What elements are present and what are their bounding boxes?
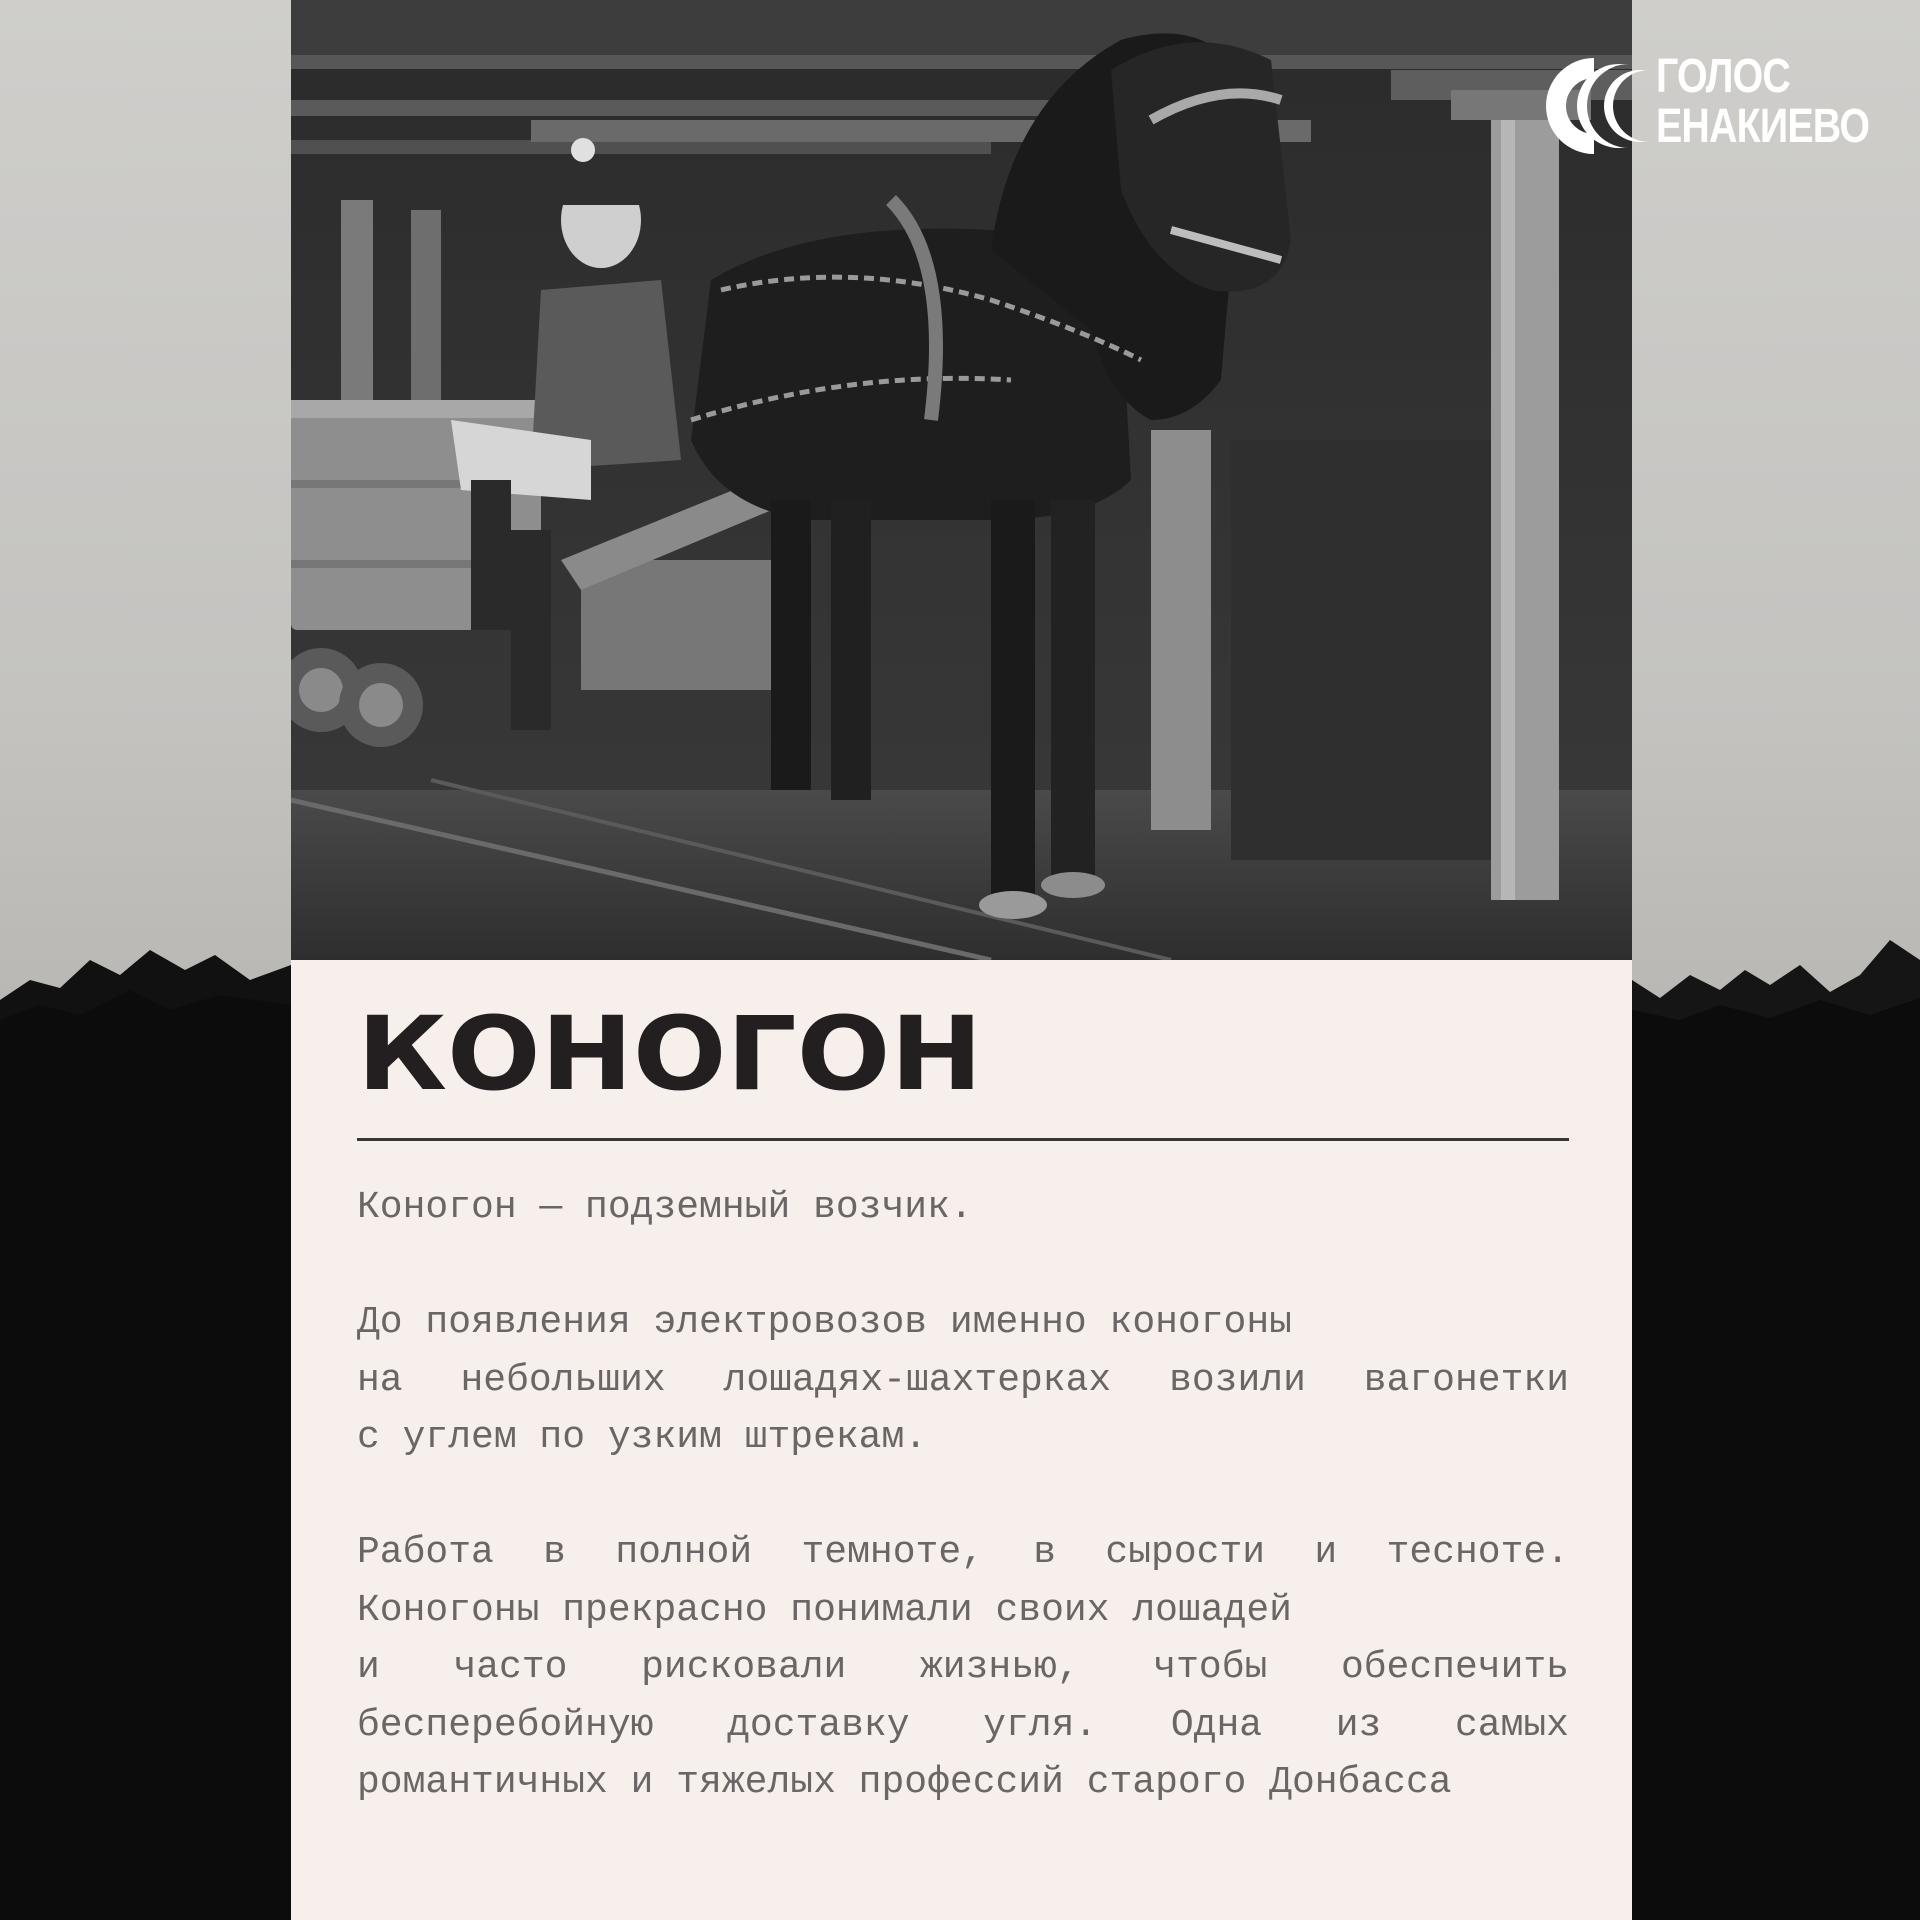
article-body [357, 1179, 1569, 1812]
article-content [357, 995, 1569, 1812]
title-divider [357, 1138, 1569, 1141]
paragraph-line: Коногон — подземный возчик. [357, 1186, 973, 1229]
article-card [291, 0, 1870, 1920]
paragraph-line: и часто рисковали жизнью, чтобы обеспечить [357, 1646, 1569, 1689]
paragraph-3 [357, 1524, 1569, 1812]
paragraph-line: Коногоны прекрасно понимали своих лошадей [357, 1588, 1292, 1632]
brand-name-line2: ЕНАКИЕВО [1656, 100, 1870, 153]
paragraph-1 [357, 1179, 1569, 1237]
brand-logo [1534, 52, 1920, 162]
paragraph-line: романтичных и тяжелых профессий старого Донбасса [357, 1761, 1452, 1804]
paragraph-line: на небольших лошадях-шахтерках возили вагонетки [357, 1358, 1569, 1402]
paragraph-line: с углем по узким штрекам. [357, 1416, 928, 1459]
brand-name-line1: ГОЛОС [1656, 50, 1790, 103]
photo-illustration [291, 0, 1632, 960]
brand-name [1656, 52, 1869, 152]
paragraph-line: бесперебойную доставку угля. Одна из самых [357, 1703, 1569, 1747]
paragraph-line: Работа в полной темноте, в сырости и тесноте. [357, 1531, 1569, 1574]
paragraph-2 [357, 1294, 1569, 1467]
paragraph-line: До появления электровозов именно коногоны [357, 1301, 1292, 1344]
logo-mark-icon [1534, 56, 1654, 156]
article-title: КОНОГОН [357, 995, 983, 1114]
mine-photo [291, 0, 1632, 960]
